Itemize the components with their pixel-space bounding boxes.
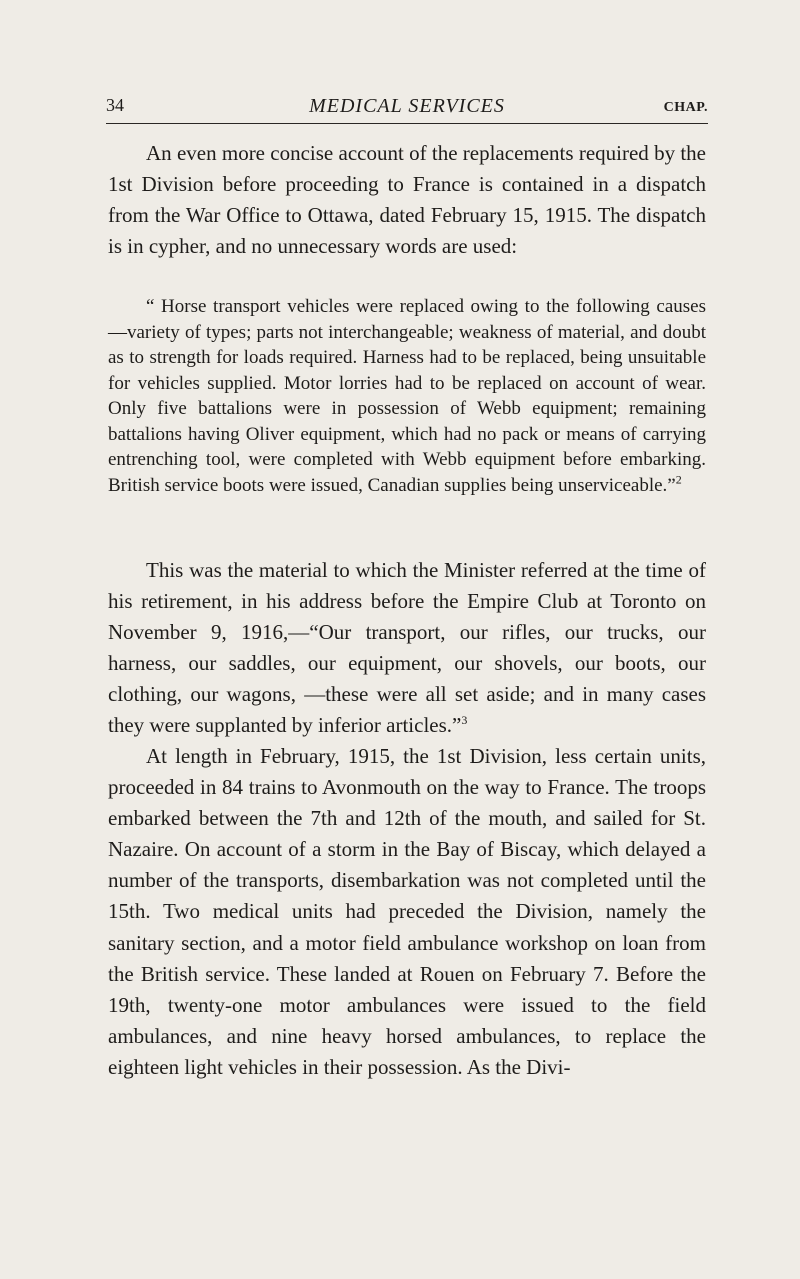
footnote-ref-2: 2 <box>675 472 682 487</box>
header-rule <box>106 123 708 124</box>
paragraph-3-text: At length in February, 1915, the 1st Division, less certain units, proceeded in 84 trains to Avonmouth on the way to France. The troops embarked between the 7th and 12th of the mouth, and sailed for St. Nazaire. On account of a storm in the Bay of Biscay, which delayed a number of the transports, disembarkation was not completed until the 15th. Two medical units had preceded the Division, namely the sanitary section, and a motor field ambulance workshop on loan from the British service. These landed at Rouen on February 7. Before the 19th, twenty-one motor ambulances were issued to the field ambulances, and nine heavy horsed ambulances, to replace the eighteen light vehicles in their possession. As the Divi- <box>108 744 706 1079</box>
running-head-chapter: CHAP. <box>663 100 708 115</box>
paragraph-2-body: This was the material to which the Minister referred at the time of his retirement, in his address before the Empire Club at Toronto on November 9, 1916,—“Our transport, our rifles, our trucks, our harness, our saddles, our equipment, our shovels, our boots, our clothing, our wagons, —these were all set aside; and in many cases they were supplanted by inferior articles.” <box>108 558 706 738</box>
paragraph-1 <box>108 138 706 262</box>
running-head <box>106 95 708 121</box>
paragraph-2-text <box>108 555 706 742</box>
running-head-title: MEDICAL SERVICES <box>309 95 505 117</box>
quotation-body: “ Horse transport vehicles were replaced owing to the following causes—variety of types; parts not interchangeable; weakness of material, and doubt as to strength for loads required. Harness had to be replaced, being unsuitable for vehicles supplied. Motor lorries had to be replaced on account of wear. Only five battalions were in possession of Webb equipment; remaining battalions having Oliver equipment, which had no pack or means of carrying entrenching tool, were completed with Webb equipment before embarking. British service boots were issued, Canadian supplies being unserviceable.” <box>108 296 706 496</box>
paragraph-2 <box>108 555 706 742</box>
footnote-ref-3: 3 <box>461 713 468 728</box>
page-number: 34 <box>106 95 124 115</box>
paragraph-1-text: An even more concise account of the replacements required by the 1st Division before proceeding to France is contained in a dispatch from the War Office to Ottawa, dated February 15, 1915. The dispatch is in cypher, and no unnecessary words are used: <box>108 141 706 259</box>
paragraph-3 <box>108 741 706 1083</box>
quotation <box>108 294 706 498</box>
quotation-text <box>108 294 706 498</box>
